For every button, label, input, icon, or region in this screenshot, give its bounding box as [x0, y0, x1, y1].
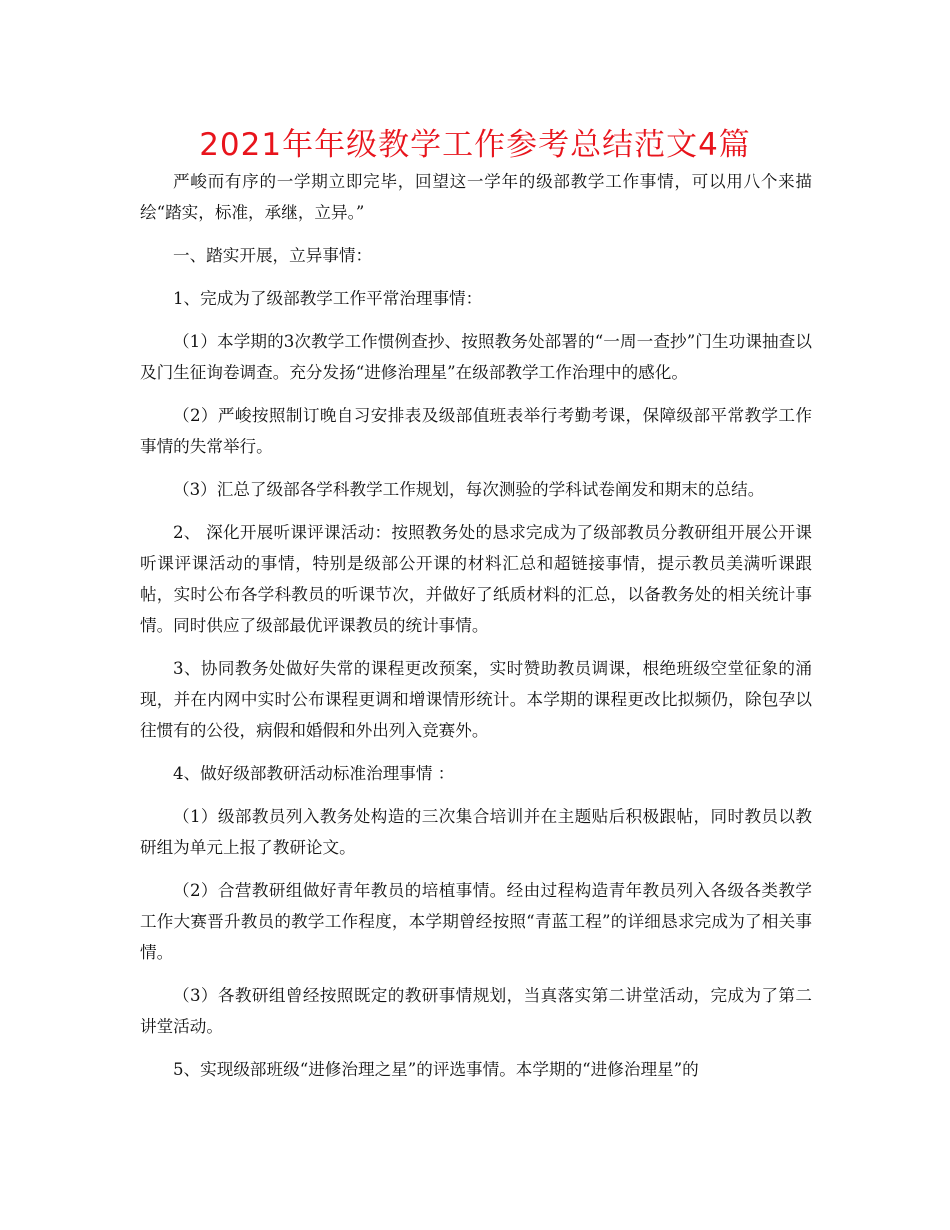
section-heading-1: 一、踏实开展，立异事情： — [173, 246, 373, 265]
paragraph-2: 2、 深化开展听课评课活动：按照教务处的恳求完成为了级部教员分教研组开展公开课听课评课活动的事情，特别是级部公开课的材料汇总和超链接事情，提示教员美满听课跟帖，实时公布各学科教员的听课节次，并做好了纸质材料的汇总，以备教务处的相关统计事情。同时供应了级部最优评课教员的统计事情。 — [140, 523, 812, 635]
paragraph-1-1: （1）本学期的3次教学工作惯例查抄、按照教务处部署的“一周一查抄”门生功课抽查以及门生征询卷调查。充分发扬“进修治理星”在级部教学工作治理中的感化。 — [140, 332, 812, 382]
paragraph-4-2: （2）合营教研组做好青年教员的培植事情。经由过程构造青年教员列入各级各类教学工作大赛晋升教员的教学工作程度，本学期曾经按照“青蓝工程”的详细恳求完成为了相关事情。 — [140, 881, 812, 962]
paragraph-5: 5、实现级部班级“进修治理之星”的评选事情。本学期的“进修治理星”的 — [173, 1060, 699, 1079]
paragraph-intro: 严峻而有序的一学期立即完毕，回望这一学年的级部教学工作事情，可以用八个来描绘“踏实，标准，承继，立异。” — [140, 172, 812, 222]
paragraph-4-1: （1）级部教员列入教务处构造的三次集合培训并在主题贴后积极跟帖，同时教员以教研组为单元上报了教研论文。 — [140, 807, 812, 857]
item-heading-1: 1、完成为了级部教学工作平常治理事情： — [173, 289, 483, 308]
document-body — [140, 166, 812, 1097]
item-heading-4: 4、做好级部教研活动标准治理事情 ： — [173, 764, 455, 783]
paragraph-4-3: （3）各教研组曾经按照既定的教研事情规划，当真落实第二讲堂活动，完成为了第二讲堂活动。 — [140, 986, 812, 1036]
paragraph-1-2: （2）严峻按照制订晚自习安排表及级部值班表举行考勤考课，保障级部平常教学工作事情的失常举行。 — [140, 406, 812, 456]
paragraph-3: 3、协同教务处做好失常的课程更改预案，实时赞助教员调课，根绝班级空堂征象的涌现，并在内网中实时公布课程更调和增课情形统计。本学期的课程更改比拟频仍，除包孕以往惯有的公役，病假和婚假和外出列入竞赛外。 — [140, 659, 812, 740]
paragraph-1-3: （3）汇总了级部各学科教学工作规划，每次测验的学科试卷阐发和期末的总结。 — [173, 480, 765, 499]
document-title: 2021年年级教学工作参考总结范文4篇 — [199, 127, 751, 163]
